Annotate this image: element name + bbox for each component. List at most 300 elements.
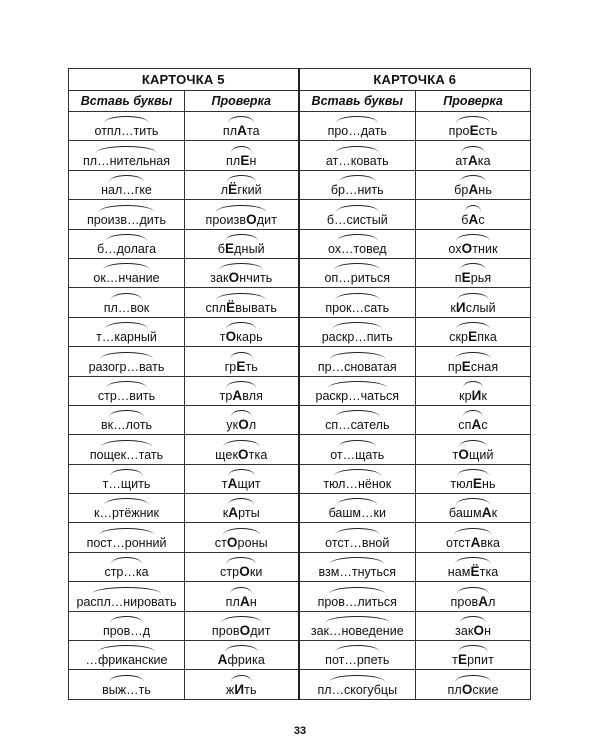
root-arc-mark — [226, 322, 256, 329]
word-with-arc — [221, 175, 262, 197]
root-arc-mark — [230, 352, 253, 359]
card-6-check-cell — [416, 229, 531, 258]
word-with-arc — [83, 146, 170, 168]
stressed-vowel: О — [228, 270, 240, 286]
worksheet — [68, 68, 530, 700]
word-text: атАка — [455, 152, 491, 168]
card-5-check-cell — [185, 670, 299, 699]
root-arc-mark — [329, 587, 385, 594]
table-row — [69, 670, 531, 699]
word-text: пров…литься — [317, 594, 397, 609]
word-with-arc — [93, 263, 159, 285]
card-5-insert-cell — [69, 523, 185, 552]
word-with-arc — [448, 234, 497, 256]
table-row — [69, 464, 531, 493]
word-with-arc — [318, 352, 397, 374]
card-5-insert-cell — [69, 170, 185, 199]
word-with-arc — [215, 440, 267, 462]
root-arc-mark — [228, 116, 254, 123]
card-6-insert-cell — [299, 494, 416, 523]
word-with-arc — [449, 498, 497, 520]
root-arc-mark — [460, 175, 486, 182]
card-6-insert-cell — [299, 170, 416, 199]
stressed-vowel: А — [228, 505, 239, 521]
card-6-insert-cell — [299, 112, 416, 141]
word-with-arc — [325, 293, 389, 315]
stressed-vowel: А — [470, 534, 481, 550]
word-text: жИть — [225, 681, 257, 697]
table-row — [69, 523, 531, 552]
word-text: бЕдный — [217, 240, 265, 256]
word-with-arc — [205, 205, 277, 227]
root-arc-mark — [228, 498, 254, 505]
stressed-vowel: Е — [461, 358, 471, 374]
stressed-vowel: Ё — [226, 299, 236, 315]
table-row — [69, 611, 531, 640]
root-arc-mark — [110, 469, 143, 476]
word-text: кАрты — [222, 505, 260, 521]
word-text: сп…сатель — [325, 418, 390, 433]
root-arc-mark — [335, 146, 379, 153]
word-text: брАнь — [454, 182, 492, 198]
word-with-arc — [97, 234, 156, 256]
word-text: тЕрпит — [452, 652, 494, 668]
card-6-check-cell — [416, 435, 531, 464]
word-text: тОщий — [452, 446, 494, 462]
card-6-check-cell — [416, 258, 531, 287]
root-arc-mark — [457, 469, 489, 476]
word-text: скрЕпка — [449, 329, 497, 345]
root-arc-mark — [231, 146, 252, 153]
root-arc-mark — [456, 116, 490, 123]
stressed-vowel: А — [481, 505, 492, 521]
word-text: тюлЕнь — [450, 476, 496, 492]
stressed-vowel: Ё — [228, 182, 238, 198]
word-with-arc — [212, 616, 271, 638]
root-arc-mark — [335, 293, 380, 300]
root-arc-mark — [328, 381, 386, 388]
card-5-check-cell — [185, 405, 299, 434]
word-with-arc — [449, 322, 497, 344]
root-arc-mark — [226, 557, 256, 564]
word-text: б…долага — [96, 241, 157, 256]
stressed-vowel: А — [232, 387, 243, 403]
word-with-arc — [449, 116, 498, 138]
word-with-arc — [325, 410, 389, 432]
word-text: …фриканские — [85, 653, 168, 668]
card-6-insert-cell — [299, 288, 416, 317]
word-text: спАс — [458, 417, 488, 433]
card-5-insert-cell — [69, 435, 185, 464]
card-5-insert-cell — [69, 200, 185, 229]
word-text: стр…вить — [97, 388, 156, 403]
stressed-vowel: А — [468, 182, 479, 198]
card-5-insert-cell — [69, 229, 185, 258]
word-text: к…ртёжник — [93, 506, 160, 521]
word-with-arc — [459, 381, 487, 403]
stressed-vowel: А — [467, 152, 478, 168]
word-with-arc — [455, 146, 490, 168]
card-5-check-cell — [185, 376, 299, 405]
card-5-check-cell — [185, 170, 299, 199]
root-arc-mark — [223, 528, 260, 535]
card-5-insert-cell — [69, 376, 185, 405]
card-5-insert-cell — [69, 112, 185, 141]
card-6-check-cell — [416, 552, 531, 581]
card-6-insert-cell — [299, 611, 416, 640]
word-with-arc — [223, 116, 260, 138]
word-text: про…дать — [327, 124, 387, 139]
root-arc-mark — [325, 616, 390, 623]
word-with-arc — [455, 263, 492, 285]
table-row — [69, 317, 531, 346]
card-5-insert-cell — [69, 405, 185, 434]
table-row — [69, 141, 531, 170]
word-text: раскр…чаться — [315, 388, 400, 403]
word-with-arc — [323, 469, 391, 491]
root-arc-mark — [109, 175, 145, 182]
stressed-vowel: О — [246, 211, 257, 227]
word-text: плОские — [447, 681, 499, 697]
word-text: т…карный — [96, 330, 157, 345]
card-5-insert-cell — [69, 258, 185, 287]
root-arc-mark — [455, 675, 491, 682]
card-5-check-cell — [185, 229, 299, 258]
word-with-arc — [461, 205, 484, 227]
word-text: пл…вок — [103, 300, 150, 315]
word-with-arc — [448, 675, 499, 697]
word-with-arc — [454, 175, 492, 197]
word-text: плАн — [225, 593, 257, 609]
card-6-insert-cell — [299, 405, 416, 434]
card-6-check-cell — [416, 317, 531, 346]
word-with-arc — [328, 234, 387, 256]
card-5-check-cell — [185, 464, 299, 493]
card-6-check-cell — [416, 611, 531, 640]
word-with-arc — [87, 528, 167, 550]
word-with-arc — [95, 116, 159, 138]
stressed-vowel: О — [461, 240, 473, 256]
root-arc-mark — [330, 557, 384, 564]
stressed-vowel: Ё — [470, 564, 480, 580]
word-text: плЕн — [226, 152, 257, 168]
root-arc-mark — [101, 440, 152, 447]
word-with-arc — [329, 498, 386, 520]
word-with-arc — [89, 352, 165, 374]
word-with-arc — [226, 410, 256, 432]
root-arc-mark — [455, 557, 490, 564]
column-header-row — [69, 91, 531, 112]
word-with-arc — [322, 322, 393, 344]
card-6-check-cell — [416, 112, 531, 141]
root-arc-mark — [99, 528, 155, 535]
stressed-vowel: О — [461, 681, 473, 697]
card-6-check-cell — [416, 376, 531, 405]
word-with-arc — [101, 410, 152, 432]
root-arc-mark — [463, 381, 483, 388]
card-5-check-cell — [185, 317, 299, 346]
table-row — [69, 435, 531, 464]
root-arc-mark — [219, 263, 263, 270]
word-with-arc — [453, 440, 494, 462]
word-with-arc — [446, 528, 500, 550]
root-arc-mark — [104, 116, 149, 123]
word-text: раскр…пить — [321, 330, 393, 345]
card-6-insert-cell — [299, 435, 416, 464]
word-text: башмАк — [448, 505, 498, 521]
card-5-insert-cell — [69, 141, 185, 170]
word-text: Африка — [217, 652, 265, 668]
card-5-insert-header: Вставь буквы — [69, 91, 185, 112]
card-5-insert-cell — [69, 494, 185, 523]
card-5-check-cell — [185, 258, 299, 287]
word-text: пл…скогубцы — [317, 682, 398, 697]
root-arc-mark — [337, 234, 378, 241]
root-arc-mark — [336, 116, 378, 123]
root-arc-mark — [332, 322, 382, 329]
word-text: пл…нительная — [83, 153, 170, 168]
word-with-arc — [311, 616, 404, 638]
word-text: нал…гке — [101, 183, 152, 198]
stressed-vowel: А — [227, 476, 238, 492]
word-with-arc — [328, 116, 387, 138]
root-arc-mark — [227, 175, 256, 182]
word-text: пощек…тать — [89, 447, 164, 462]
root-arc-mark — [335, 645, 380, 652]
word-text: пот…рпеть — [325, 653, 390, 668]
card-5-check-cell — [185, 435, 299, 464]
table-row — [69, 258, 531, 287]
word-text: лЁгкий — [220, 182, 262, 198]
root-arc-mark — [111, 557, 142, 564]
word-with-arc — [223, 498, 260, 520]
word-text: стОроны — [214, 534, 268, 550]
card-6-insert-cell — [299, 258, 416, 287]
card-6-check-cell — [416, 494, 531, 523]
card-5-check-cell — [185, 523, 299, 552]
word-text: стр…ка — [104, 565, 149, 580]
card-5-insert-cell — [69, 552, 185, 581]
word-with-arc — [319, 557, 396, 579]
card-6-check-cell — [416, 464, 531, 493]
word-with-arc — [318, 587, 397, 609]
word-with-arc — [452, 645, 494, 667]
word-with-arc — [218, 234, 265, 256]
card-5-insert-cell — [69, 611, 185, 640]
word-with-arc — [103, 469, 151, 491]
word-with-arc — [94, 498, 159, 520]
word-text: ок…нчание — [93, 271, 160, 286]
word-text: провАл — [450, 593, 496, 609]
word-text: пров…д — [102, 624, 151, 639]
word-with-arc — [90, 440, 163, 462]
stressed-vowel: А — [217, 652, 228, 668]
stressed-vowel: Е — [468, 329, 478, 345]
word-text: сплЁвывать — [205, 299, 277, 315]
word-with-arc — [86, 645, 168, 667]
word-text: крИк — [459, 387, 488, 403]
word-with-arc — [102, 675, 151, 697]
word-text: ох…товед — [327, 241, 387, 256]
root-arc-mark — [225, 234, 258, 241]
card-5-insert-cell — [69, 670, 185, 699]
root-arc-mark — [106, 234, 147, 241]
stressed-vowel: О — [239, 564, 250, 580]
cards-table — [68, 68, 531, 700]
card-6-insert-cell — [299, 229, 416, 258]
table-row — [69, 200, 531, 229]
card-5-insert-cell — [69, 641, 185, 670]
root-arc-mark — [456, 234, 491, 241]
word-with-arc — [325, 528, 389, 550]
stressed-vowel: Е — [225, 240, 235, 256]
root-arc-mark — [457, 587, 489, 594]
card-6-check-cell — [416, 405, 531, 434]
word-text: охОтник — [448, 240, 498, 256]
card-6-insert-cell — [299, 317, 416, 346]
root-arc-mark — [109, 410, 145, 417]
root-arc-mark — [455, 352, 490, 359]
root-arc-mark — [460, 616, 485, 623]
card-6-check-header: Проверка — [416, 91, 531, 112]
stressed-vowel: Е — [461, 270, 471, 286]
word-text: бАс — [461, 211, 485, 227]
root-arc-mark — [329, 675, 385, 682]
word-text: оп…риться — [324, 271, 390, 286]
root-arc-mark — [458, 645, 487, 652]
root-arc-mark — [330, 352, 385, 359]
card-6-check-cell — [416, 200, 531, 229]
word-with-arc — [225, 352, 258, 374]
card-6-check-cell — [416, 347, 531, 376]
stressed-vowel: О — [239, 623, 251, 639]
word-with-arc — [87, 205, 166, 227]
root-arc-mark — [337, 498, 377, 505]
card-5-check-cell — [185, 611, 299, 640]
table-row — [69, 347, 531, 376]
word-text: тюл…нёнок — [323, 477, 392, 492]
word-text: отст…вной — [325, 535, 390, 550]
word-with-arc — [210, 263, 272, 285]
root-arc-mark — [334, 263, 380, 270]
root-arc-mark — [228, 469, 255, 476]
card-5-insert-cell — [69, 288, 185, 317]
card-5-check-cell — [185, 288, 299, 317]
word-with-arc — [103, 616, 150, 638]
root-arc-mark — [460, 263, 486, 270]
stressed-vowel: Е — [457, 652, 468, 668]
root-arc-mark — [334, 469, 381, 476]
card-6-check-cell — [416, 141, 531, 170]
card-title-row — [69, 69, 531, 91]
root-arc-mark — [226, 381, 256, 388]
word-with-arc — [448, 352, 498, 374]
word-text: бр…нить — [330, 183, 384, 198]
stressed-vowel: А — [237, 123, 247, 139]
stressed-vowel: А — [468, 211, 479, 227]
word-text: плАта — [222, 123, 260, 139]
card-6-insert-cell — [299, 141, 416, 170]
stressed-vowel: О — [225, 329, 237, 345]
stressed-vowel: Е — [469, 123, 479, 139]
card-5-insert-cell — [69, 582, 185, 611]
stressed-vowel: О — [238, 417, 249, 433]
word-text: укОл — [226, 417, 257, 433]
word-with-arc — [451, 587, 496, 609]
card-5-check-cell — [185, 200, 299, 229]
root-arc-mark — [110, 616, 143, 623]
word-with-arc — [331, 175, 384, 197]
word-rows — [69, 112, 531, 700]
word-text: разогр…вать — [88, 359, 165, 374]
card-6-insert-header: Вставь буквы — [299, 91, 416, 112]
word-text: щекОтка — [215, 446, 268, 462]
card-6-insert-cell — [299, 670, 416, 699]
stressed-vowel: И — [455, 299, 466, 315]
root-arc-mark — [100, 352, 153, 359]
word-with-arc — [220, 322, 263, 344]
stressed-vowel: О — [458, 446, 469, 462]
word-text: пЕрья — [454, 270, 492, 286]
card-6-insert-cell — [299, 641, 416, 670]
root-arc-mark — [103, 263, 149, 270]
word-text: распл…нировать — [76, 594, 177, 609]
card-5-check-cell — [185, 641, 299, 670]
card-6-insert-cell — [299, 523, 416, 552]
root-arc-mark — [225, 645, 258, 652]
word-with-arc — [220, 381, 264, 403]
root-arc-mark — [231, 675, 253, 682]
word-with-arc — [104, 293, 149, 315]
word-text: пр…сноватая — [317, 359, 397, 374]
word-text: грЕть — [224, 358, 258, 374]
word-text: стрОки — [219, 564, 263, 580]
table-row — [69, 641, 531, 670]
root-arc-mark — [111, 293, 143, 300]
word-with-arc — [77, 587, 177, 609]
card-5-check-cell — [185, 494, 299, 523]
word-with-arc — [220, 557, 263, 579]
table-row — [69, 170, 531, 199]
word-with-arc — [327, 205, 388, 227]
word-with-arc — [98, 381, 155, 403]
word-text: б…систый — [326, 212, 388, 227]
word-text: башм…ки — [328, 506, 386, 521]
word-with-arc — [206, 293, 277, 315]
word-text: зак…новедение — [310, 624, 404, 639]
table-row — [69, 112, 531, 141]
word-with-arc — [101, 175, 152, 197]
card-6-title: КАРТОЧКА 6 — [299, 69, 531, 91]
word-with-arc — [448, 557, 499, 579]
root-arc-mark — [106, 381, 146, 388]
stressed-vowel: О — [238, 446, 249, 462]
table-row — [69, 405, 531, 434]
card-6-check-cell — [416, 523, 531, 552]
root-arc-mark — [231, 410, 252, 417]
card-6-insert-cell — [299, 347, 416, 376]
word-text: прЕсная — [447, 358, 499, 374]
root-arc-mark — [456, 498, 490, 505]
root-arc-mark — [230, 587, 252, 594]
card-6-insert-cell — [299, 552, 416, 581]
word-with-arc — [330, 440, 384, 462]
word-with-arc — [226, 675, 257, 697]
card-5-check-cell — [185, 552, 299, 581]
word-with-arc — [96, 322, 157, 344]
table-row — [69, 376, 531, 405]
word-with-arc — [325, 645, 389, 667]
